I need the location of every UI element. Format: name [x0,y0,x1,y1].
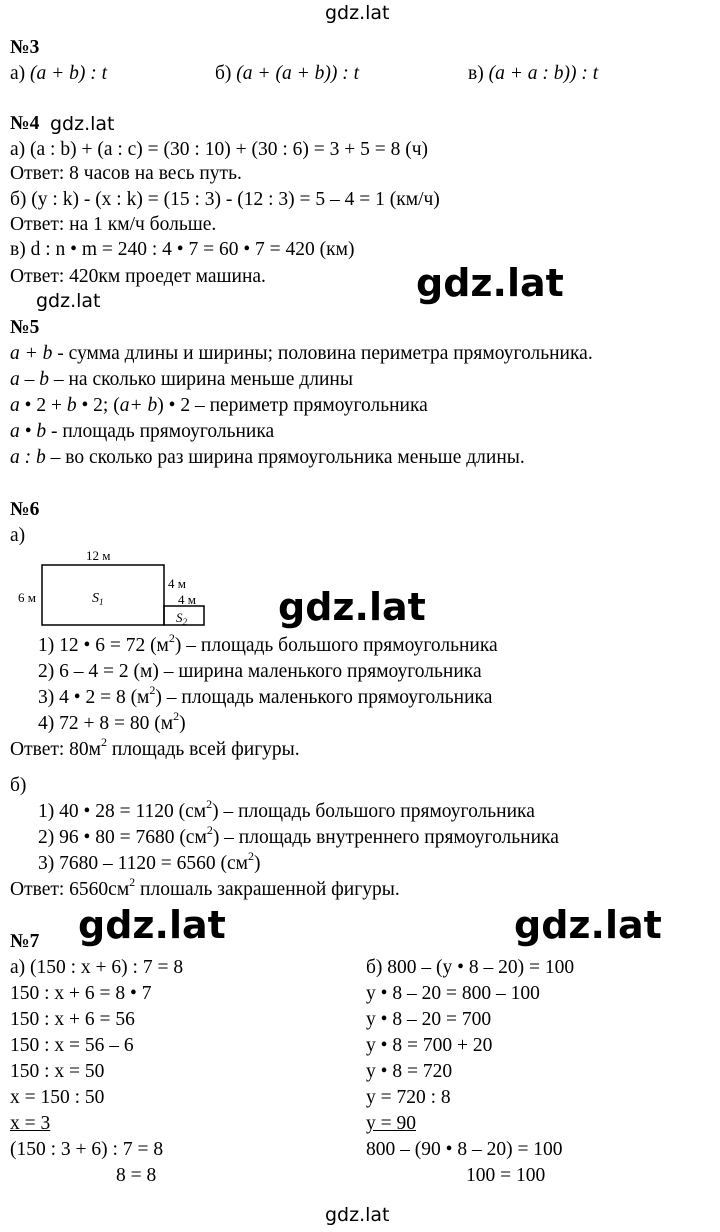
n4-line: Ответ: на 1 км/ч больше. [10,214,217,235]
heading-n3: №3 [10,37,40,58]
n7-right-line: y • 8 – 20 = 700 [366,1009,492,1030]
n7-right-check: 800 – (90 • 8 – 20) = 100 [366,1139,563,1160]
n7-left-line: x = 150 : 50 [10,1087,105,1108]
watermark: gdz.lat [36,290,101,312]
n5-line: a • 2 + b • 2; (a+ b) • 2 – периметр прямоугольника [10,395,428,416]
n7-left-check: 8 = 8 [116,1165,157,1186]
label-s1: $S_1$ [92,591,104,607]
label-s2: $S_2$ [176,610,187,627]
n7-right-line: y • 8 – 20 = 800 – 100 [366,983,540,1004]
watermark: gdz.lat [416,261,564,305]
watermark: gdz.lat [514,903,662,947]
label-left: 6 м [18,590,36,605]
n6-step: 2) 6 – 4 = 2 (м) – ширина маленького прямоугольника [38,661,482,682]
n7-left-line: 150 : x + 6 = 8 • 7 [10,983,152,1004]
n7-right-result: y = 90 [366,1113,416,1134]
heading-n7: №7 [10,931,40,952]
n3-item-c: в) (a + a : b)) : t [468,63,599,84]
n3-item-a: а) (a + b) : t [10,63,108,84]
n7-left-line: 150 : x = 56 – 6 [10,1035,134,1056]
watermark: gdz.lat [78,903,226,947]
n7-right-line: y = 720 : 8 [366,1087,451,1108]
rectangles-figure [0,540,230,630]
n7-left-result: x = 3 [10,1113,51,1134]
n6-step: 1) 40 • 28 = 1120 $(см^2)$ – площадь большого прямоугольника [38,796,535,822]
n7-right-line: б) 800 – (y • 8 – 20) = 100 [366,957,575,978]
heading-n4: №4 [10,113,40,134]
n7-right-line: y • 8 = 700 + 20 [366,1035,493,1056]
large-rectangle [42,565,164,625]
watermark: gdz.lat [325,1204,390,1226]
label-right: 4 м [168,576,186,591]
n6-step: 1) 12 • 6 = 72 $(м^2)$ – площадь большого прямоугольника [38,630,498,656]
n6-step: 3) 4 • 2 = 8 $(м^2)$ – площадь маленького прямоугольника [38,682,493,708]
n6-answer: Ответ: $80м^2$ площадь всей фигуры. [10,734,300,760]
n4-line: Ответ: 420км проедет машина. [10,266,266,287]
n7-left-line: а) (150 : x + 6) : 7 = 8 [10,957,184,978]
n6-label-a: а) [10,525,26,546]
label-top: 12 м [86,548,111,563]
watermark: gdz.lat [50,113,115,135]
label-small: 4 м [178,592,196,607]
n7-right-check: 100 = 100 [466,1165,546,1186]
n6-step: 2) 96 • 80 = 7680 $(см^2)$ – площадь внутреннего прямоугольника [38,822,559,848]
n6-label-b: б) [10,775,27,796]
n6-answer: Ответ: $6560см^2$ плошаль закрашенной фигуры. [10,874,400,900]
heading-n6: №6 [10,499,40,520]
n5-line: a : b – во сколько раз ширина прямоугольника меньше длины. [10,447,525,468]
n4-line: а) (a : b) + (a : c) = (30 : 10) + (30 : 6) = 3 + 5 = 8 (ч) [10,139,429,160]
n4-line: в) d : n • m = 240 : 4 • 7 = 60 • 7 = 420 (км) [10,239,355,260]
n5-line: a – b – на сколько ширина меньше длины [10,369,353,390]
n4-line: б) (y : k) - (x : k) = (15 : 3) - (12 : 3) = 5 – 4 = 1 (км/ч) [10,189,440,210]
n6-step: 3) 7680 – 1120 = 6560 $(см^2)$ [38,848,261,874]
n4-line: Ответ: 8 часов на весь путь. [10,163,242,184]
n7-left-line: 150 : x = 50 [10,1061,105,1082]
n7-left-line: 150 : x + 6 = 56 [10,1009,135,1030]
n5-line: a + b - сумма длины и ширины; половина периметра прямоугольника. [10,343,593,364]
n7-left-check: (150 : 3 + 6) : 7 = 8 [10,1139,164,1160]
heading-n5: №5 [10,317,40,338]
watermark: gdz.lat [325,2,390,24]
watermark: gdz.lat [278,585,426,629]
n3-item-b: б) (a + (a + b)) : t [215,63,360,84]
n5-line: a • b - площадь прямоугольника [10,421,275,442]
n6-step: 4) 72 + 8 = 80 $(м^2)$ [38,708,186,734]
n7-right-line: y • 8 = 720 [366,1061,453,1082]
